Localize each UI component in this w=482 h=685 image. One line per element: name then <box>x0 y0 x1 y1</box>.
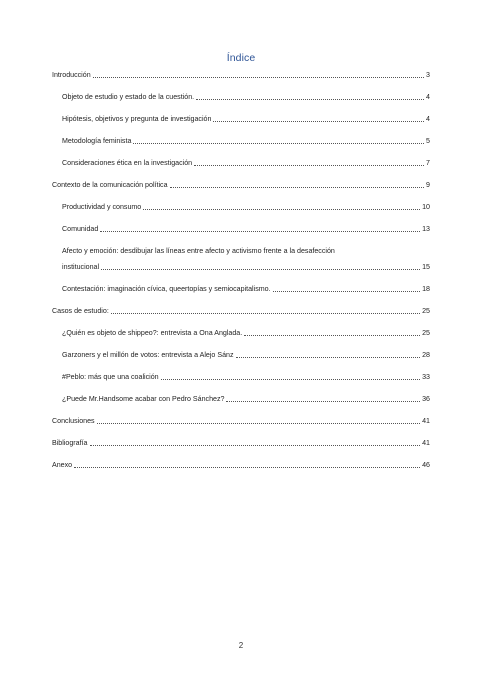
toc-entry-conclusiones[interactable] <box>52 416 430 426</box>
toc-entry-page: 4 <box>426 115 430 123</box>
dot-leader <box>97 423 421 424</box>
toc-entry-anexo[interactable] <box>52 460 430 470</box>
toc-entry-label: Bibliografía <box>52 439 88 447</box>
toc-entry-label: Hipótesis, objetivos y pregunta de investigación <box>62 115 212 123</box>
toc-entry-label: Consideraciones ética en la investigación <box>62 159 193 167</box>
toc-entry-label: Comunidad <box>62 225 99 233</box>
toc-entry-label: ¿Puede Mr.Handsome acabar con Pedro Sánchez? <box>62 395 225 403</box>
dot-leader <box>101 269 420 270</box>
toc-entry-label: Objeto de estudio y estado de la cuestión. <box>62 93 195 101</box>
toc-entry-page: 25 <box>422 307 430 315</box>
dot-leader <box>100 231 420 232</box>
dot-leader <box>196 99 424 100</box>
toc-entry-objeto-de-shippeo[interactable] <box>52 328 430 338</box>
dot-leader <box>111 313 420 314</box>
toc-entry-label: #Peblo: más que una coalición <box>62 373 159 381</box>
toc-entry-label: Contestación: imaginación cívica, queertopías y semiocapitalismo. <box>62 285 271 293</box>
toc-entry-page: 9 <box>426 181 430 189</box>
toc-entry-page: 41 <box>422 439 430 447</box>
dot-leader <box>143 209 420 210</box>
toc-entry-page: 5 <box>426 137 430 145</box>
toc-entry-label: Casos de estudio: <box>52 307 109 315</box>
dot-leader <box>93 77 424 78</box>
toc-entry-page: 15 <box>422 263 430 271</box>
toc-entry-page: 10 <box>422 203 430 211</box>
toc-entry-page: 7 <box>426 159 430 167</box>
toc-entry-page: 41 <box>422 417 430 425</box>
toc-entry-consideraciones-etica[interactable] <box>52 158 430 168</box>
dot-leader <box>226 401 420 402</box>
table-of-contents <box>52 70 430 470</box>
toc-entry-label: Conclusiones <box>52 417 95 425</box>
toc-entry-page: 18 <box>422 285 430 293</box>
toc-entry-comunidad[interactable] <box>52 224 430 234</box>
toc-entry-label: Anexo <box>52 461 73 469</box>
dot-leader <box>170 187 425 188</box>
toc-entry-afecto-emocion[interactable] <box>52 246 430 272</box>
dot-leader <box>74 467 420 468</box>
toc-entry-label: Productividad y consumo <box>62 203 142 211</box>
dot-leader <box>213 121 424 122</box>
toc-entry-label-line2: institucional <box>62 263 100 271</box>
dot-leader <box>273 291 421 292</box>
toc-entry-metodologia-feminista[interactable] <box>52 136 430 146</box>
toc-entry-label: Introducción <box>52 71 91 79</box>
toc-entry-introduccion[interactable] <box>52 70 430 80</box>
toc-entry-page: 28 <box>422 351 430 359</box>
toc-entry-page: 36 <box>422 395 430 403</box>
toc-entry-page: 4 <box>426 93 430 101</box>
dot-leader <box>194 165 424 166</box>
toc-title: Índice <box>226 52 256 64</box>
toc-entry-page: 13 <box>422 225 430 233</box>
toc-entry-label: Garzoners y el millón de votos: entrevista a Alejo Sánz <box>62 351 234 359</box>
toc-entry-mr-handsome[interactable] <box>52 394 430 404</box>
toc-entry-casos-de-estudio[interactable] <box>52 306 430 316</box>
toc-entry-contexto-comunicacion-politica[interactable] <box>52 180 430 190</box>
toc-entry-page: 25 <box>422 329 430 337</box>
dot-leader <box>90 445 421 446</box>
toc-entry-label-line1: Afecto y emoción: desdibujar las líneas entre afecto y activismo frente a la desafección <box>62 247 335 255</box>
toc-entry-bibliografia[interactable] <box>52 438 430 448</box>
dot-leader <box>133 143 424 144</box>
page-number: 2 <box>238 641 244 650</box>
dot-leader <box>236 357 421 358</box>
toc-entry-productividad-consumo[interactable] <box>52 202 430 212</box>
toc-entry-label: Metodología feminista <box>62 137 132 145</box>
dot-leader <box>244 335 420 336</box>
toc-entry-objeto-de-estudio[interactable] <box>52 92 430 102</box>
toc-entry-label: Contexto de la comunicación política <box>52 181 168 189</box>
toc-entry-garzoners[interactable] <box>52 350 430 360</box>
toc-entry-page: 3 <box>426 71 430 79</box>
dot-leader <box>161 379 420 380</box>
toc-entry-label: ¿Quién es objeto de shippeo?: entrevista a Ona Anglada. <box>62 329 243 337</box>
toc-entry-contestacion[interactable] <box>52 284 430 294</box>
toc-entry-page: 46 <box>422 461 430 469</box>
toc-entry-page: 33 <box>422 373 430 381</box>
toc-entry-hipotesis[interactable] <box>52 114 430 124</box>
toc-entry-peblo[interactable] <box>52 372 430 382</box>
